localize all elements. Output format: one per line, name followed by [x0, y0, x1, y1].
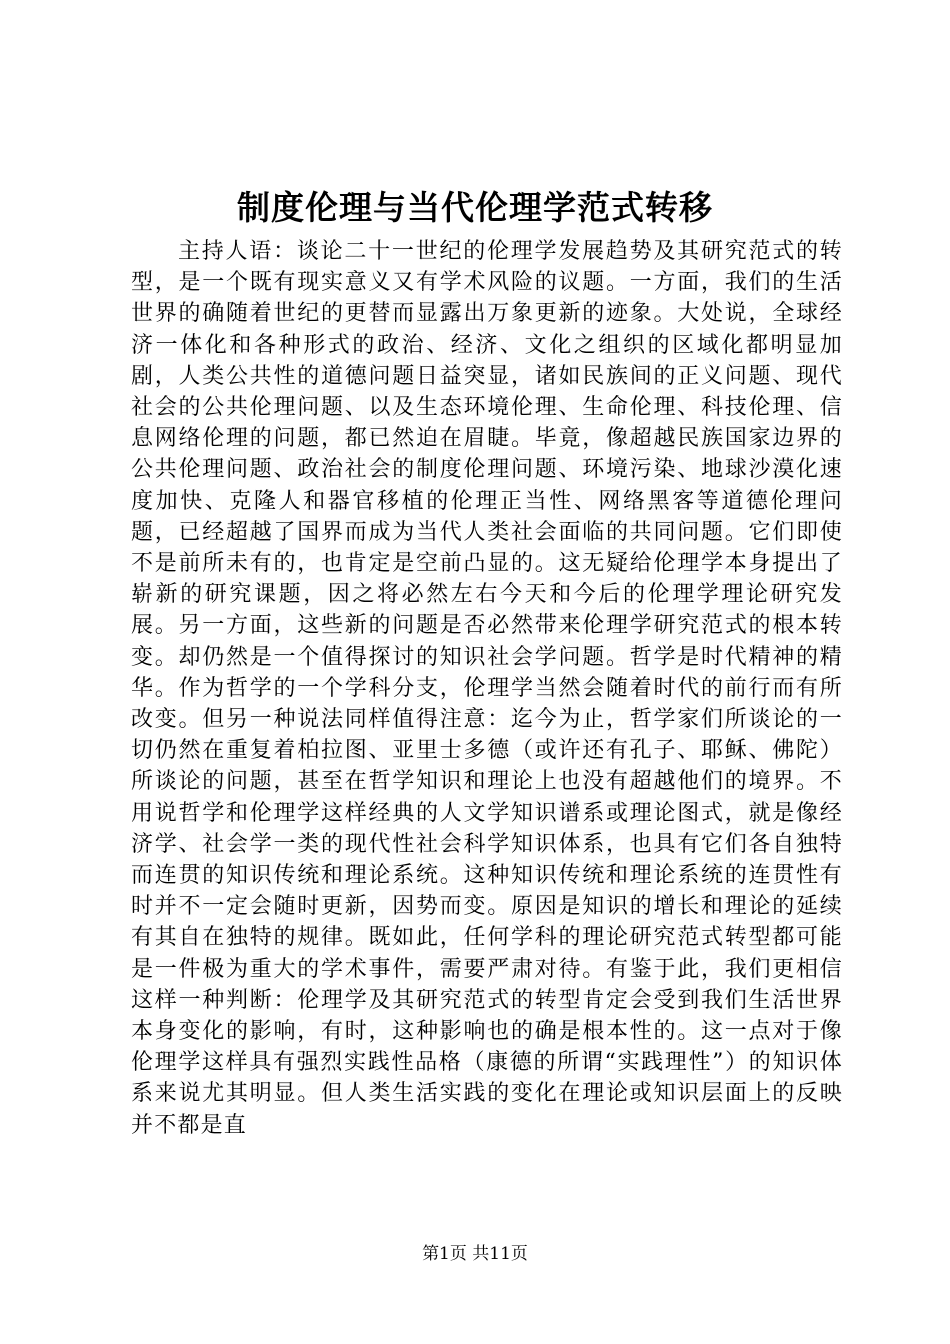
document-title: 制度伦理与当代伦理学范式转移 — [237, 188, 713, 227]
page-number-footer: 第1页 共11页 — [422, 1244, 528, 1264]
document-body-paragraph: 主持人语：谈论二十一世纪的伦理学发展趋势及其研究范式的转型，是一个既有现实意义又有学术风险的议题。一方面，我们的生活世界的确随着世纪的更替而显露出万象更新的迹象。大处说，全球经济一体化和各种形式的政治、经济、文化之组织的区域化都明显加剧，人类公共性的道德问题日益突显，诸如民族间的正义问题、现代社会的公共伦理问题、以及生态环境伦理、生命伦理、科技伦理、信息网络伦理的问题，都已然迫在眉睫。毕竟，像超越民族国家边界的公共伦理问题、政治社会的制度伦理问题、环境污染、地球沙漠化速度加快、克隆人和器官移植的伦理正当性、网络黑客等道德伦理问题，已经超越了国界而成为当代人类社会面临的共同问题。它们即使不是前所未有的，也肯定是空前凸显的。这无疑给伦理学本身提出了崭新的研究课题，因之将必然左右今天和今后的伦理学理论研究发展。另一方面，这些新的问题是否必然带来伦理学研究范式的根本转变。却仍然是一个值得探讨的知识社会学问题。哲学是时代精神的精华。作为哲学的一个学科分支，伦理学当然会随着时代的前行而有所改变。但另一种说法同样值得注意：迄今为止，哲学家们所谈论的一切仍然在重复着柏拉图、亚里士多德（或许还有孔子、耶稣、佛陀）所谈论的问题，甚至在哲学知识和理论上也没有超越他们的境界。不用说哲学和伦理学这样经典的人文学知识谱系或理论图式，就是像经济学、社会学一类的现代性社会科学知识体系，也具有它们各自独特而连贯的知识传统和理论系统。这种知识传统和理论系统的连贯性有时并不一定会随时更新，因势而变。原因是知识的增长和理论的延续有其自在独特的规律。既如此，任何学科的理论研究范式转型都可能是一件极为重大的学术事件，需要严肃对待。有鉴于此，我们更相信这样一种判断：伦理学及其研究范式的转型肯定会受到我们生活世界本身变化的影响，有时，这种影响也的确是根本性的。这一点对于像伦理学这样具有强烈实践性品格（康德的所谓“实践理性”）的知识体系来说尤其明显。但人类生活实践的变化在理论或知识层面上的反映并不都是直 — [131, 239, 843, 1138]
